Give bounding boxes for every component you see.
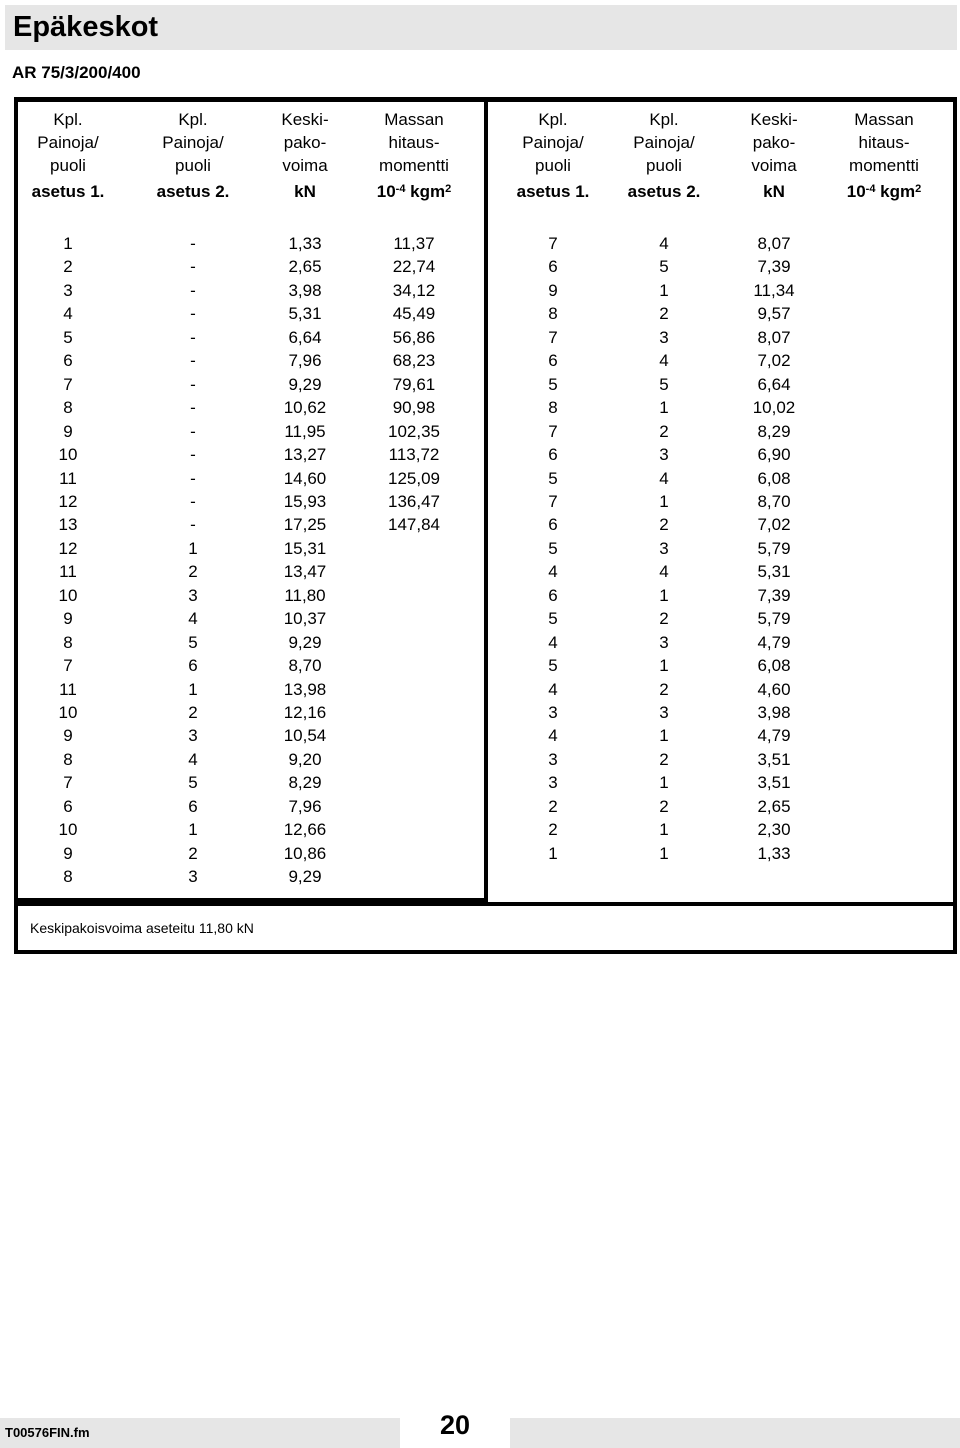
table-cell: 8,70 (757, 491, 791, 511)
column-header (250, 108, 360, 203)
table-cell: 17,25 (283, 515, 327, 535)
table-cell: 8,29 (757, 421, 791, 441)
column-header-unit (13, 180, 123, 203)
table-cell: 1 (659, 726, 669, 746)
table-cell: - (190, 234, 196, 253)
table-cell: - (190, 351, 196, 371)
table-cell: 6 (63, 351, 73, 371)
table-cell: 3,98 (757, 703, 791, 722)
column-header-line: Massan (384, 110, 444, 129)
table-cell: 3 (548, 703, 558, 722)
table-cell: 9,29 (288, 867, 322, 887)
table-cell: 6 (188, 796, 198, 816)
table-cell: 1 (659, 491, 669, 511)
unit-exponent: 2 (915, 183, 922, 195)
table-cell: 102,35 (388, 421, 440, 441)
table-cell: 6,08 (757, 656, 791, 676)
column-header-line: pako- (752, 133, 796, 152)
table-cell: 1 (659, 773, 669, 793)
table-cell: 15,31 (283, 538, 327, 558)
table-cell: - (190, 398, 196, 418)
table-cell: 9 (63, 421, 73, 441)
table-cell: 6,08 (757, 468, 791, 488)
table-cell: 2,65 (288, 257, 322, 277)
table-cell: 7,96 (288, 796, 322, 816)
unit-exponent: -4 (865, 183, 876, 195)
footer-filename: T00576FIN.fm (5, 1425, 90, 1440)
unit-text: asetus 1. (516, 182, 590, 201)
page-number: 20 (439, 1410, 471, 1440)
column-header (829, 108, 939, 203)
column-header-line: Painoja/ (633, 133, 695, 152)
unit-text: kgm (405, 182, 446, 201)
table-cell: 10 (58, 585, 78, 605)
column-header-line: Kpl. (538, 110, 568, 129)
table-cell: 1 (63, 234, 73, 253)
table-cell: 4 (548, 679, 558, 699)
table-cell: 7,39 (757, 257, 791, 277)
table-cell: 9,29 (288, 374, 322, 394)
column-header (609, 108, 719, 203)
table-cell: 4,79 (757, 632, 791, 652)
table-cell: 13 (58, 515, 78, 535)
table-cell: 13,47 (283, 562, 327, 582)
table-cell: 7 (63, 773, 73, 793)
table-cell: 9,29 (288, 632, 322, 652)
table-cell: 5 (548, 609, 558, 629)
column-header-unit (498, 180, 608, 203)
table-cell: 5,31 (757, 562, 791, 582)
table-cell: - (190, 304, 196, 324)
table-cell: 3 (659, 632, 669, 652)
table-cell: 2 (659, 421, 669, 441)
table-cell: 4 (548, 726, 558, 746)
table-cell: 7 (548, 421, 558, 441)
table-cell: 2 (659, 609, 669, 629)
table-cell: 1,33 (288, 234, 322, 253)
column-header-unit (719, 180, 829, 203)
table-cell: 125,09 (388, 468, 440, 488)
column-header-line: hitaus- (858, 133, 910, 152)
table-cell: 8 (63, 749, 73, 769)
column-header-line: Keski- (281, 110, 329, 129)
table-cell: 2 (659, 749, 669, 769)
table-cell: 3,51 (757, 773, 791, 793)
table-cell: - (190, 445, 196, 465)
table-cell: 6,64 (757, 374, 791, 394)
table-cell: 4 (659, 468, 669, 488)
table-cell: 3 (659, 703, 669, 722)
table-cell: 4 (188, 749, 198, 769)
table-cell: 22,74 (392, 257, 436, 277)
table-cell: 15,93 (283, 491, 327, 511)
unit-text: 10 (846, 182, 866, 201)
table-cell: 10 (58, 820, 78, 840)
table-cell: 2 (659, 679, 669, 699)
table-cell: 12,16 (283, 703, 327, 722)
table-cell: 9,20 (288, 749, 322, 769)
half-separator (484, 100, 488, 902)
table-cell: 2,65 (757, 796, 791, 816)
table-cell: 5 (188, 632, 198, 652)
table-cell: 7,02 (757, 515, 791, 535)
unit-text: asetus 2. (627, 182, 701, 201)
table-cell: 3 (548, 773, 558, 793)
table-cell: 11,95 (284, 421, 326, 441)
table-cell: 10,86 (283, 843, 327, 863)
table-cell: 113,72 (388, 445, 440, 465)
table-cell: 6,90 (757, 445, 791, 465)
table-cell: 68,23 (392, 351, 436, 371)
column-header-line: voima (751, 156, 797, 175)
column-header-line: Painoja/ (162, 133, 224, 152)
table-cell: 4 (659, 562, 669, 582)
table-cell: 1 (188, 538, 198, 558)
table-cell: 7,02 (757, 351, 791, 371)
column-header-line: Kpl. (53, 110, 83, 129)
table-cell: - (190, 421, 196, 441)
table-cell: 4,60 (757, 679, 791, 699)
table-cell: 56,86 (392, 327, 436, 347)
table-cell: 79,61 (392, 374, 436, 394)
table-cell: - (190, 257, 196, 277)
table-cell: 2 (188, 843, 198, 863)
table-cell: 6 (548, 515, 558, 535)
table-cell: 8 (548, 304, 558, 324)
page-title: Epäkeskot (13, 11, 159, 43)
table-cell: 1 (659, 585, 669, 605)
table-cell: 7 (548, 327, 558, 347)
unit-text: asetus 1. (31, 182, 105, 201)
table-cell: 3 (188, 867, 198, 887)
title-bar (5, 5, 957, 50)
page-subtitle: AR 75/3/200/400 (12, 63, 141, 82)
column-header-line: Massan (854, 110, 914, 129)
table-cell: 5 (659, 374, 669, 394)
table-cell: 9 (63, 609, 73, 629)
table-cell: 13,27 (283, 445, 327, 465)
table-cell: 1 (659, 656, 669, 676)
table-cell: 10,37 (283, 609, 327, 629)
table-cell: 7 (63, 374, 73, 394)
table-cell: 3 (548, 749, 558, 769)
table-cell: 5 (548, 538, 558, 558)
column-header (138, 108, 248, 203)
table-cell: 12,66 (283, 820, 327, 840)
column-header (13, 108, 123, 203)
table-cell: 7,39 (757, 585, 791, 605)
table-cell: 12 (58, 491, 78, 511)
table-cell: 5,79 (757, 609, 791, 629)
table-cell: 11,34 (753, 280, 795, 300)
table-cell: 4 (548, 562, 558, 582)
table-cell: 5,31 (288, 304, 322, 324)
table-cell: 45,49 (392, 304, 436, 324)
table-cell: 7 (63, 656, 73, 676)
table-cell: - (190, 280, 196, 300)
table-cell: 4 (659, 351, 669, 371)
table-cell: 2 (63, 257, 73, 277)
unit-text: kN (294, 182, 316, 201)
table-cell: 8 (548, 398, 558, 418)
table-cell: 2 (548, 796, 558, 816)
column-header-unit (359, 180, 469, 203)
table-cell: 5,79 (757, 538, 791, 558)
column-header-line: momentti (849, 156, 919, 175)
footer-right-bar (510, 1418, 960, 1448)
table-cell: 9 (548, 280, 558, 300)
column-header-line: puoli (50, 156, 86, 175)
table-cell: 14,60 (283, 468, 327, 488)
table-cell: 7 (548, 234, 558, 253)
table-cell: 5 (548, 374, 558, 394)
table-cell: 1 (548, 843, 558, 863)
table-cell: 1 (188, 820, 198, 840)
table-cell: 147,84 (388, 515, 440, 535)
table-cell: 8,70 (288, 656, 322, 676)
table-cell: 6 (63, 796, 73, 816)
table-cell: 2 (548, 820, 558, 840)
unit-text: kgm (875, 182, 916, 201)
column-header-line: puoli (646, 156, 682, 175)
column-header-unit (250, 180, 360, 203)
column-header-line: pako- (283, 133, 327, 152)
footnote-box (14, 902, 957, 954)
column-header-line: Kpl. (178, 110, 208, 129)
table-cell: 2 (659, 304, 669, 324)
unit-exponent: -4 (395, 183, 406, 195)
table-cell: 8 (63, 398, 73, 418)
table-cell: - (190, 468, 196, 488)
table-cell: 1 (659, 843, 669, 863)
table-cell: 4 (548, 632, 558, 652)
table-cell: 6 (548, 257, 558, 277)
table-cell: 3 (188, 726, 198, 746)
table-cell: 5 (548, 468, 558, 488)
table-cell: 1,33 (757, 843, 791, 863)
table-cell: 13,98 (283, 679, 327, 699)
table-cell: 9,57 (757, 304, 791, 324)
table-cell: 9 (63, 726, 73, 746)
table-cell: 3,51 (757, 749, 791, 769)
unit-text: kN (763, 182, 785, 201)
table-cell: 2 (659, 515, 669, 535)
table-cell: 1 (659, 398, 669, 418)
table-cell: 8,29 (288, 773, 322, 793)
table-cell: 5 (548, 656, 558, 676)
table-cell: 3 (63, 280, 73, 300)
table-cell: 10 (58, 703, 78, 722)
table-cell: 11,37 (393, 234, 435, 253)
table-cell: 4 (188, 609, 198, 629)
table-cell: 3 (659, 327, 669, 347)
column-header-line: voima (282, 156, 328, 175)
unit-text: asetus 2. (156, 182, 230, 201)
column-header-line: Painoja/ (522, 133, 584, 152)
table-cell: 10 (58, 445, 78, 465)
column-header (359, 108, 469, 203)
column-header (498, 108, 608, 203)
column-header-line: Painoja/ (37, 133, 99, 152)
column-header-unit (138, 180, 248, 203)
table-cell: 10,62 (283, 398, 327, 418)
table-cell: 34,12 (392, 280, 436, 300)
table-cell: 6 (188, 656, 198, 676)
table-cell: 11 (59, 562, 77, 582)
table-cell: 11 (59, 468, 77, 488)
table-cell: 8 (63, 632, 73, 652)
column-header-unit (829, 180, 939, 203)
table-cell: 3 (659, 445, 669, 465)
footnote: Keskipakoisvoima aseteitu 11,80 kN (30, 920, 254, 936)
table-cell: 3 (659, 538, 669, 558)
table-cell: 8 (63, 867, 73, 887)
table-cell: 4 (659, 234, 669, 253)
table-cell: 2 (188, 703, 198, 722)
table-cell: 6 (548, 351, 558, 371)
table-cell: 11,80 (284, 585, 326, 605)
table-cell: 2 (188, 562, 198, 582)
table-cell: 136,47 (388, 491, 440, 511)
table-cell: 6,64 (288, 327, 322, 347)
table-cell: 12 (58, 538, 78, 558)
column-header-unit (609, 180, 719, 203)
table-cell: 7,96 (288, 351, 322, 371)
column-header-line: momentti (379, 156, 449, 175)
table-cell: 8,07 (757, 234, 791, 253)
table-cell: 2 (659, 796, 669, 816)
table-cell: 5 (659, 257, 669, 277)
table-cell: 6 (548, 585, 558, 605)
column-header-line: puoli (175, 156, 211, 175)
table-cell: 9 (63, 843, 73, 863)
table-cell: 3,98 (288, 280, 322, 300)
table-cell: 8,07 (757, 327, 791, 347)
table-cell: 1 (188, 679, 198, 699)
table-cell: - (190, 327, 196, 347)
table-cell: 90,98 (392, 398, 436, 418)
table-cell: 7 (548, 491, 558, 511)
table-cell: 1 (659, 280, 669, 300)
table-cell: 3 (188, 585, 198, 605)
table-cell: - (190, 491, 196, 511)
table-cell: 11 (59, 679, 77, 699)
table-cell: 4,79 (757, 726, 791, 746)
table-cell: 10,02 (752, 398, 796, 418)
table-cell: - (190, 515, 196, 535)
column-header-line: Keski- (750, 110, 798, 129)
column-header (719, 108, 829, 203)
table-cell: 1 (659, 820, 669, 840)
unit-text: 10 (376, 182, 396, 201)
column-header-line: puoli (535, 156, 571, 175)
table-cell: 6 (548, 445, 558, 465)
column-header-line: hitaus- (388, 133, 440, 152)
table-cell: 10,54 (283, 726, 327, 746)
column-header-line: Kpl. (649, 110, 679, 129)
table-cell: 5 (63, 327, 73, 347)
table-cell: - (190, 374, 196, 394)
table-cell: 5 (188, 773, 198, 793)
unit-exponent: 2 (445, 183, 452, 195)
table-cell: 4 (63, 304, 73, 324)
table-cell: 2,30 (757, 820, 791, 840)
